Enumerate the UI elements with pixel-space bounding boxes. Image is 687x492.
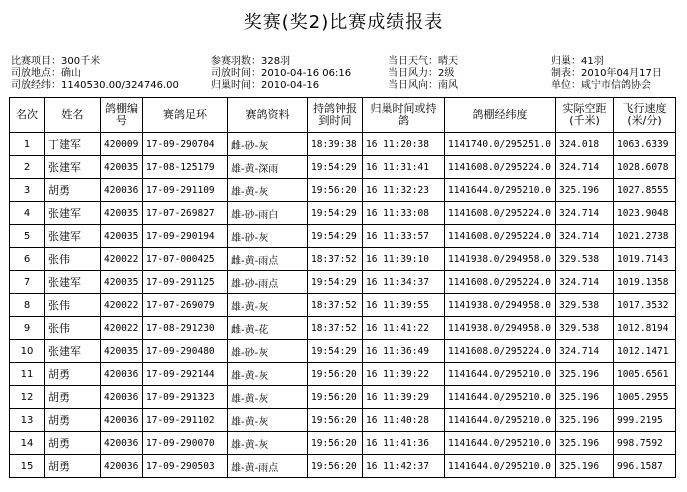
cell-ring: 17-09-290194 xyxy=(143,225,228,248)
header-speed: 飞行速度(米/分) xyxy=(614,98,676,133)
cell-clock: 18:37:52 xyxy=(308,317,363,340)
cell-coords: 1141608.0/295224.0 xyxy=(445,156,556,179)
cell-coords: 1141608.0/295224.0 xyxy=(445,225,556,248)
cell-coords: 1141938.0/294958.0 xyxy=(445,248,556,271)
cell-arrival: 16 11:20:38 xyxy=(363,133,445,156)
cell-distance: 325.196 xyxy=(556,363,614,386)
cell-rank: 3 xyxy=(10,179,45,202)
info-row xyxy=(11,68,681,80)
cell-arrival: 16 11:42:37 xyxy=(363,455,445,478)
cell-name: 胡勇 xyxy=(45,432,101,455)
cell-arrival: 16 11:39:22 xyxy=(363,363,445,386)
cell-clock: 19:54:29 xyxy=(308,225,363,248)
cell-clock: 19:54:29 xyxy=(308,202,363,225)
info-cell: 当日天气：晴天 xyxy=(388,56,458,67)
cell-pigeon: 雄-黄-灰 xyxy=(228,386,308,409)
cell-pigeon: 雄-黄-雨点 xyxy=(228,455,308,478)
cell-ring: 17-07-269827 xyxy=(143,202,228,225)
header-pigeon: 赛鸽资料 xyxy=(228,98,308,133)
cell-loft: 420036 xyxy=(101,432,143,455)
table-row xyxy=(10,271,676,294)
cell-name: 张建军 xyxy=(45,340,101,363)
cell-pigeon: 雌-黄-花 xyxy=(228,317,308,340)
cell-speed: 1005.6561 xyxy=(614,363,676,386)
table-row xyxy=(10,409,676,432)
cell-loft: 420009 xyxy=(101,133,143,156)
cell-speed: 1063.6339 xyxy=(614,133,676,156)
cell-loft: 420022 xyxy=(101,294,143,317)
cell-pigeon: 雄-砂-雨点 xyxy=(228,271,308,294)
cell-distance: 325.196 xyxy=(556,386,614,409)
cell-arrival: 16 11:36:49 xyxy=(363,340,445,363)
cell-coords: 1141938.0/294958.0 xyxy=(445,317,556,340)
table-row xyxy=(10,133,676,156)
cell-clock: 19:56:20 xyxy=(308,363,363,386)
cell-coords: 1141608.0/295224.0 xyxy=(445,340,556,363)
cell-speed: 1023.9048 xyxy=(614,202,676,225)
header-ring: 赛鸽足环 xyxy=(143,98,228,133)
cell-ring: 17-09-291125 xyxy=(143,271,228,294)
cell-rank: 6 xyxy=(10,248,45,271)
cell-distance: 325.196 xyxy=(556,179,614,202)
table-row xyxy=(10,294,676,317)
cell-rank: 10 xyxy=(10,340,45,363)
cell-clock: 19:56:20 xyxy=(308,179,363,202)
cell-speed: 1017.3532 xyxy=(614,294,676,317)
race-info xyxy=(11,56,681,96)
cell-coords: 1141644.0/295210.0 xyxy=(445,386,556,409)
table-row xyxy=(10,202,676,225)
table-row xyxy=(10,340,676,363)
cell-clock: 19:54:29 xyxy=(308,340,363,363)
cell-loft: 420036 xyxy=(101,386,143,409)
cell-pigeon: 雄-砂-灰 xyxy=(228,225,308,248)
cell-ring: 17-09-291109 xyxy=(143,179,228,202)
info-row xyxy=(11,56,681,68)
cell-name: 胡勇 xyxy=(45,455,101,478)
info-cell: 单位：咸宁市信鸽协会 xyxy=(551,80,651,91)
cell-pigeon: 雄-黄-灰 xyxy=(228,432,308,455)
cell-ring: 17-09-290503 xyxy=(143,455,228,478)
table-row xyxy=(10,179,676,202)
info-cell: 归巢：41羽 xyxy=(551,56,604,67)
cell-arrival: 16 11:33:57 xyxy=(363,225,445,248)
cell-coords: 1141644.0/295210.0 xyxy=(445,179,556,202)
table-row xyxy=(10,432,676,455)
cell-rank: 4 xyxy=(10,202,45,225)
cell-rank: 2 xyxy=(10,156,45,179)
cell-coords: 1141644.0/295210.0 xyxy=(445,363,556,386)
cell-rank: 7 xyxy=(10,271,45,294)
cell-rank: 13 xyxy=(10,409,45,432)
cell-distance: 329.538 xyxy=(556,294,614,317)
cell-loft: 420035 xyxy=(101,202,143,225)
cell-distance: 324.714 xyxy=(556,271,614,294)
cell-distance: 324.018 xyxy=(556,133,614,156)
cell-ring: 17-09-291102 xyxy=(143,409,228,432)
cell-name: 张建军 xyxy=(45,202,101,225)
table-row xyxy=(10,156,676,179)
table-row xyxy=(10,225,676,248)
cell-speed: 1012.8194 xyxy=(614,317,676,340)
cell-arrival: 16 11:33:08 xyxy=(363,202,445,225)
cell-arrival: 16 11:31:41 xyxy=(363,156,445,179)
cell-arrival: 16 11:41:36 xyxy=(363,432,445,455)
cell-distance: 325.196 xyxy=(556,455,614,478)
cell-speed: 998.7592 xyxy=(614,432,676,455)
cell-loft: 420035 xyxy=(101,271,143,294)
cell-name: 张伟 xyxy=(45,294,101,317)
cell-ring: 17-09-290480 xyxy=(143,340,228,363)
cell-ring: 17-09-292144 xyxy=(143,363,228,386)
cell-coords: 1141938.0/294958.0 xyxy=(445,294,556,317)
cell-clock: 18:37:52 xyxy=(308,294,363,317)
header-loft: 鸽棚编号 xyxy=(101,98,143,133)
info-cell: 比赛项目：300千米 xyxy=(11,56,101,67)
cell-rank: 14 xyxy=(10,432,45,455)
cell-name: 丁建军 xyxy=(45,133,101,156)
cell-arrival: 16 11:32:23 xyxy=(363,179,445,202)
cell-coords: 1141644.0/295210.0 xyxy=(445,455,556,478)
cell-name: 张建军 xyxy=(45,156,101,179)
info-cell: 制表：2010年04月17日 xyxy=(551,68,662,79)
cell-pigeon: 雄-黄-灰 xyxy=(228,363,308,386)
cell-name: 张建军 xyxy=(45,225,101,248)
cell-ring: 17-08-125179 xyxy=(143,156,228,179)
cell-distance: 329.538 xyxy=(556,317,614,340)
cell-arrival: 16 11:40:28 xyxy=(363,409,445,432)
cell-speed: 1019.7143 xyxy=(614,248,676,271)
cell-name: 胡勇 xyxy=(45,386,101,409)
cell-pigeon: 雄-黄-灰 xyxy=(228,409,308,432)
cell-pigeon: 雄-砂-灰 xyxy=(228,340,308,363)
cell-rank: 15 xyxy=(10,455,45,478)
info-row xyxy=(11,80,681,92)
cell-clock: 19:56:20 xyxy=(308,432,363,455)
cell-loft: 420036 xyxy=(101,455,143,478)
header-rank: 名次 xyxy=(10,98,45,133)
cell-pigeon: 雄-砂-雨白 xyxy=(228,202,308,225)
cell-distance: 325.196 xyxy=(556,432,614,455)
cell-name: 胡勇 xyxy=(45,179,101,202)
cell-coords: 1141644.0/295210.0 xyxy=(445,432,556,455)
cell-pigeon: 雄-黄-深雨 xyxy=(228,156,308,179)
cell-loft: 420036 xyxy=(101,409,143,432)
cell-rank: 11 xyxy=(10,363,45,386)
cell-clock: 19:56:20 xyxy=(308,386,363,409)
header-distance: 实际空距(千米) xyxy=(556,98,614,133)
cell-speed: 996.1587 xyxy=(614,455,676,478)
info-cell: 归巢时间：2010-04-16 xyxy=(211,80,320,91)
cell-ring: 17-07-269079 xyxy=(143,294,228,317)
info-cell: 当日风向：南风 xyxy=(388,80,458,91)
cell-distance: 325.196 xyxy=(556,409,614,432)
cell-arrival: 16 11:39:29 xyxy=(363,386,445,409)
cell-distance: 329.538 xyxy=(556,248,614,271)
cell-arrival: 16 11:39:55 xyxy=(363,294,445,317)
cell-rank: 8 xyxy=(10,294,45,317)
cell-loft: 420035 xyxy=(101,156,143,179)
cell-coords: 1141740.0/295251.0 xyxy=(445,133,556,156)
cell-arrival: 16 11:34:37 xyxy=(363,271,445,294)
cell-name: 胡勇 xyxy=(45,409,101,432)
info-cell: 参赛羽数：328羽 xyxy=(211,56,291,67)
header-row xyxy=(10,98,676,133)
cell-clock: 18:37:52 xyxy=(308,248,363,271)
header-clock: 持鸽钟报到时间 xyxy=(308,98,363,133)
report-title: 奖赛(奖2)比赛成绩报表 xyxy=(243,12,444,33)
cell-name: 胡勇 xyxy=(45,363,101,386)
cell-speed: 1005.2955 xyxy=(614,386,676,409)
cell-name: 张建军 xyxy=(45,271,101,294)
table-row xyxy=(10,248,676,271)
info-cell: 当日风力：2级 xyxy=(388,68,455,79)
cell-loft: 420035 xyxy=(101,225,143,248)
cell-coords: 1141608.0/295224.0 xyxy=(445,271,556,294)
cell-pigeon: 雄-黄-灰 xyxy=(228,179,308,202)
cell-rank: 9 xyxy=(10,317,45,340)
table-row xyxy=(10,363,676,386)
header-coords: 鸽棚经纬度 xyxy=(445,98,556,133)
cell-clock: 19:54:29 xyxy=(308,156,363,179)
cell-clock: 19:54:29 xyxy=(308,271,363,294)
cell-speed: 1027.8555 xyxy=(614,179,676,202)
cell-arrival: 16 11:41:22 xyxy=(363,317,445,340)
cell-ring: 17-08-291230 xyxy=(143,317,228,340)
header-arrival: 归巢时间或持鸽 xyxy=(363,98,445,133)
cell-loft: 420022 xyxy=(101,317,143,340)
cell-clock: 19:56:20 xyxy=(308,455,363,478)
cell-pigeon: 雄-黄-灰 xyxy=(228,294,308,317)
cell-loft: 420036 xyxy=(101,363,143,386)
cell-speed: 1021.2738 xyxy=(614,225,676,248)
cell-distance: 324.714 xyxy=(556,156,614,179)
cell-rank: 1 xyxy=(10,133,45,156)
cell-loft: 420022 xyxy=(101,248,143,271)
results-table xyxy=(9,97,676,478)
header-name: 姓名 xyxy=(45,98,101,133)
cell-distance: 324.714 xyxy=(556,225,614,248)
cell-clock: 19:56:20 xyxy=(308,409,363,432)
info-cell: 司放经纬：1140530.00/324746.00 xyxy=(11,80,179,91)
cell-speed: 1019.1358 xyxy=(614,271,676,294)
cell-name: 张伟 xyxy=(45,248,101,271)
cell-arrival: 16 11:39:10 xyxy=(363,248,445,271)
cell-name: 张伟 xyxy=(45,317,101,340)
table-row xyxy=(10,386,676,409)
cell-pigeon: 雌-砂-灰 xyxy=(228,133,308,156)
cell-coords: 1141608.0/295224.0 xyxy=(445,202,556,225)
cell-rank: 5 xyxy=(10,225,45,248)
cell-rank: 12 xyxy=(10,386,45,409)
info-cell: 司放地点：确山 xyxy=(11,68,81,79)
cell-speed: 1028.6078 xyxy=(614,156,676,179)
cell-loft: 420035 xyxy=(101,340,143,363)
cell-distance: 324.714 xyxy=(556,202,614,225)
cell-ring: 17-09-291323 xyxy=(143,386,228,409)
cell-ring: 17-09-290704 xyxy=(143,133,228,156)
cell-loft: 420036 xyxy=(101,179,143,202)
cell-coords: 1141644.0/295210.0 xyxy=(445,409,556,432)
cell-clock: 18:39:38 xyxy=(308,133,363,156)
cell-pigeon: 雌-黄-雨点 xyxy=(228,248,308,271)
cell-ring: 17-09-290070 xyxy=(143,432,228,455)
cell-speed: 999.2195 xyxy=(614,409,676,432)
table-row xyxy=(10,455,676,478)
table-row xyxy=(10,317,676,340)
cell-ring: 17-07-000425 xyxy=(143,248,228,271)
cell-distance: 324.714 xyxy=(556,340,614,363)
info-cell: 司放时间：2010-04-16 06:16 xyxy=(211,68,352,79)
cell-speed: 1012.1471 xyxy=(614,340,676,363)
table-body xyxy=(10,133,676,478)
